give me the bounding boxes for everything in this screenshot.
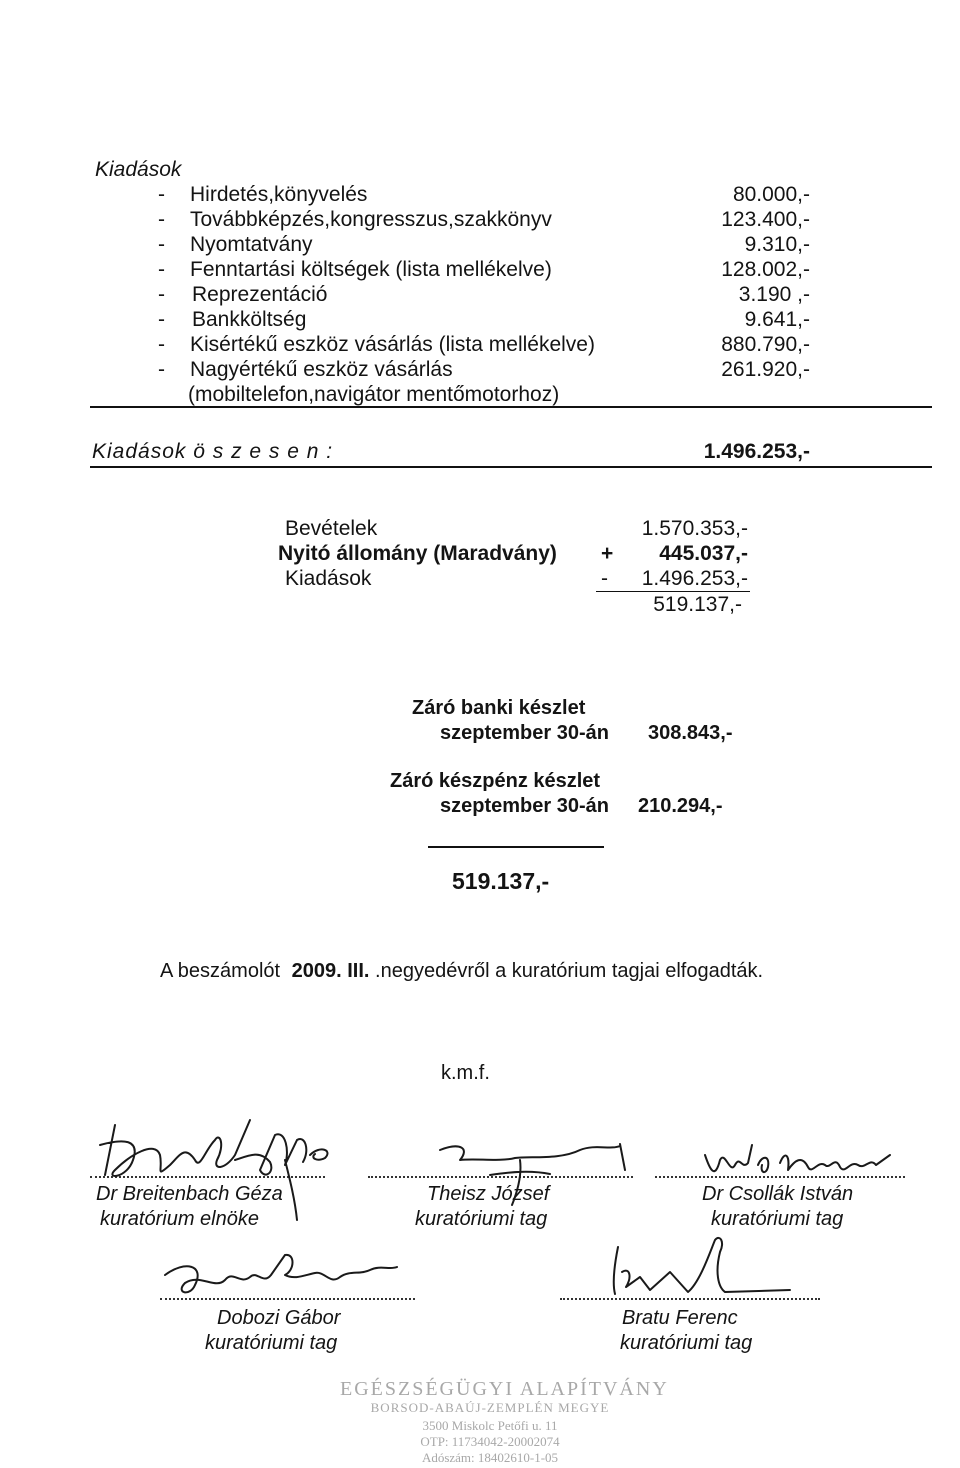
balance-amount: 1.570.353,- bbox=[641, 517, 748, 540]
sum-line bbox=[596, 591, 750, 592]
expense-amount: 9.310,- bbox=[744, 233, 810, 256]
list-item-dash: - bbox=[158, 233, 165, 256]
bank-label: Záró banki készlet bbox=[412, 697, 586, 719]
divider bbox=[90, 466, 932, 468]
expense-note: (mobiltelefon,navigátor mentőmotorhoz) bbox=[188, 383, 560, 406]
expense-amount: 9.641,- bbox=[744, 308, 810, 331]
closing-sum: 519.137,- bbox=[452, 868, 550, 894]
sum-line bbox=[428, 846, 604, 848]
cash-label: Záró készpénz készlet bbox=[390, 770, 601, 792]
signatory-role: kuratóriumi tag bbox=[620, 1332, 753, 1354]
expense-label: Kisértékű eszköz vásárlás (lista mellékelve) bbox=[190, 333, 595, 356]
stamp-line: 3500 Miskolc Petőfi u. 11 bbox=[422, 1418, 558, 1433]
expense-label: Nyomtatvány bbox=[190, 233, 313, 256]
expense-amount: 128.002,- bbox=[721, 258, 810, 281]
list-item-dash: - bbox=[158, 208, 165, 231]
total-label: Kiadások ö s z e s e n : bbox=[92, 440, 334, 463]
signatory-name: Dr Csollák István bbox=[702, 1183, 854, 1205]
total-amount: 1.496.253,- bbox=[703, 440, 810, 463]
balance-amount: 445.037,- bbox=[659, 542, 748, 565]
expenses-heading: Kiadások bbox=[95, 158, 182, 181]
signatory-name: Dr Breitenbach Géza bbox=[96, 1183, 283, 1205]
kmf-label: k.m.f. bbox=[441, 1062, 490, 1084]
expense-label: Továbbképzés,kongresszus,szakkönyv bbox=[190, 208, 552, 231]
expense-amount: 123.400,- bbox=[721, 208, 810, 231]
signature-theisz bbox=[420, 1130, 640, 1220]
balance-label: Bevételek bbox=[285, 517, 378, 540]
signatory-role: kuratóriumi tag bbox=[415, 1208, 548, 1230]
signatory-name: Bratu Ferenc bbox=[622, 1307, 738, 1329]
signatory-role: kuratóriumi tag bbox=[205, 1332, 338, 1354]
list-item-dash: - bbox=[158, 283, 165, 306]
list-item-dash: - bbox=[158, 333, 165, 356]
balance-sign: + bbox=[601, 542, 614, 565]
expense-amount: 80.000,- bbox=[732, 183, 810, 206]
expense-label: Nagyértékű eszköz vásárlás bbox=[190, 358, 453, 381]
balance-amount: 1.496.253,- bbox=[641, 567, 748, 590]
signatory-role: kuratórium elnöke bbox=[100, 1208, 259, 1230]
list-item-dash: - bbox=[158, 183, 165, 206]
signature-bratu bbox=[560, 1232, 820, 1312]
signature-dobozi bbox=[145, 1245, 405, 1315]
statement-text bbox=[160, 960, 763, 983]
divider bbox=[90, 406, 932, 408]
expense-label: Hirdetés,könyvelés bbox=[190, 183, 368, 206]
statement-suffix: .negyedévről a kuratórium tagjai elfogadták. bbox=[375, 960, 764, 982]
signatory-name: Theisz József bbox=[427, 1183, 550, 1205]
signatory-role: kuratóriumi tag bbox=[711, 1208, 844, 1230]
stamp-line: OTP: 11734042-20002074 bbox=[420, 1434, 560, 1449]
expense-amount: 261.920,- bbox=[721, 358, 810, 381]
expense-label: Bankköltség bbox=[192, 308, 307, 331]
cash-amount: 210.294,- bbox=[638, 795, 723, 817]
expense-amount: 3.190 ,- bbox=[738, 283, 810, 306]
expense-label: Fenntartási költségek (lista mellékelve) bbox=[190, 258, 552, 281]
list-item-dash: - bbox=[158, 358, 165, 381]
stamp-line: EGÉSZSÉGÜGYI ALAPÍTVÁNY bbox=[340, 1378, 669, 1400]
signatory-name: Dobozi Gábor bbox=[217, 1307, 341, 1329]
expense-label: Reprezentáció bbox=[192, 283, 328, 306]
bank-date: szeptember 30-án bbox=[440, 722, 609, 744]
statement-prefix: A beszámolót bbox=[160, 960, 281, 982]
list-item-dash: - bbox=[158, 258, 165, 281]
balance-label: Kiadások bbox=[285, 567, 372, 590]
expense-amount: 880.790,- bbox=[721, 333, 810, 356]
stamp-line: Adószám: 18402610-1-05 bbox=[421, 1450, 559, 1465]
balance-label: Nyitó állomány (Maradvány) bbox=[278, 542, 557, 565]
balance-sign: - bbox=[601, 567, 608, 590]
bank-amount: 308.843,- bbox=[648, 722, 733, 744]
balance-result: 519.137,- bbox=[653, 593, 742, 616]
statement-period: 2009. III. bbox=[291, 960, 370, 982]
stamp-line: BORSOD-ABAÚJ-ZEMPLÉN MEGYE bbox=[370, 1400, 610, 1415]
cash-date: szeptember 30-án bbox=[440, 795, 609, 817]
list-item-dash: - bbox=[158, 308, 165, 331]
